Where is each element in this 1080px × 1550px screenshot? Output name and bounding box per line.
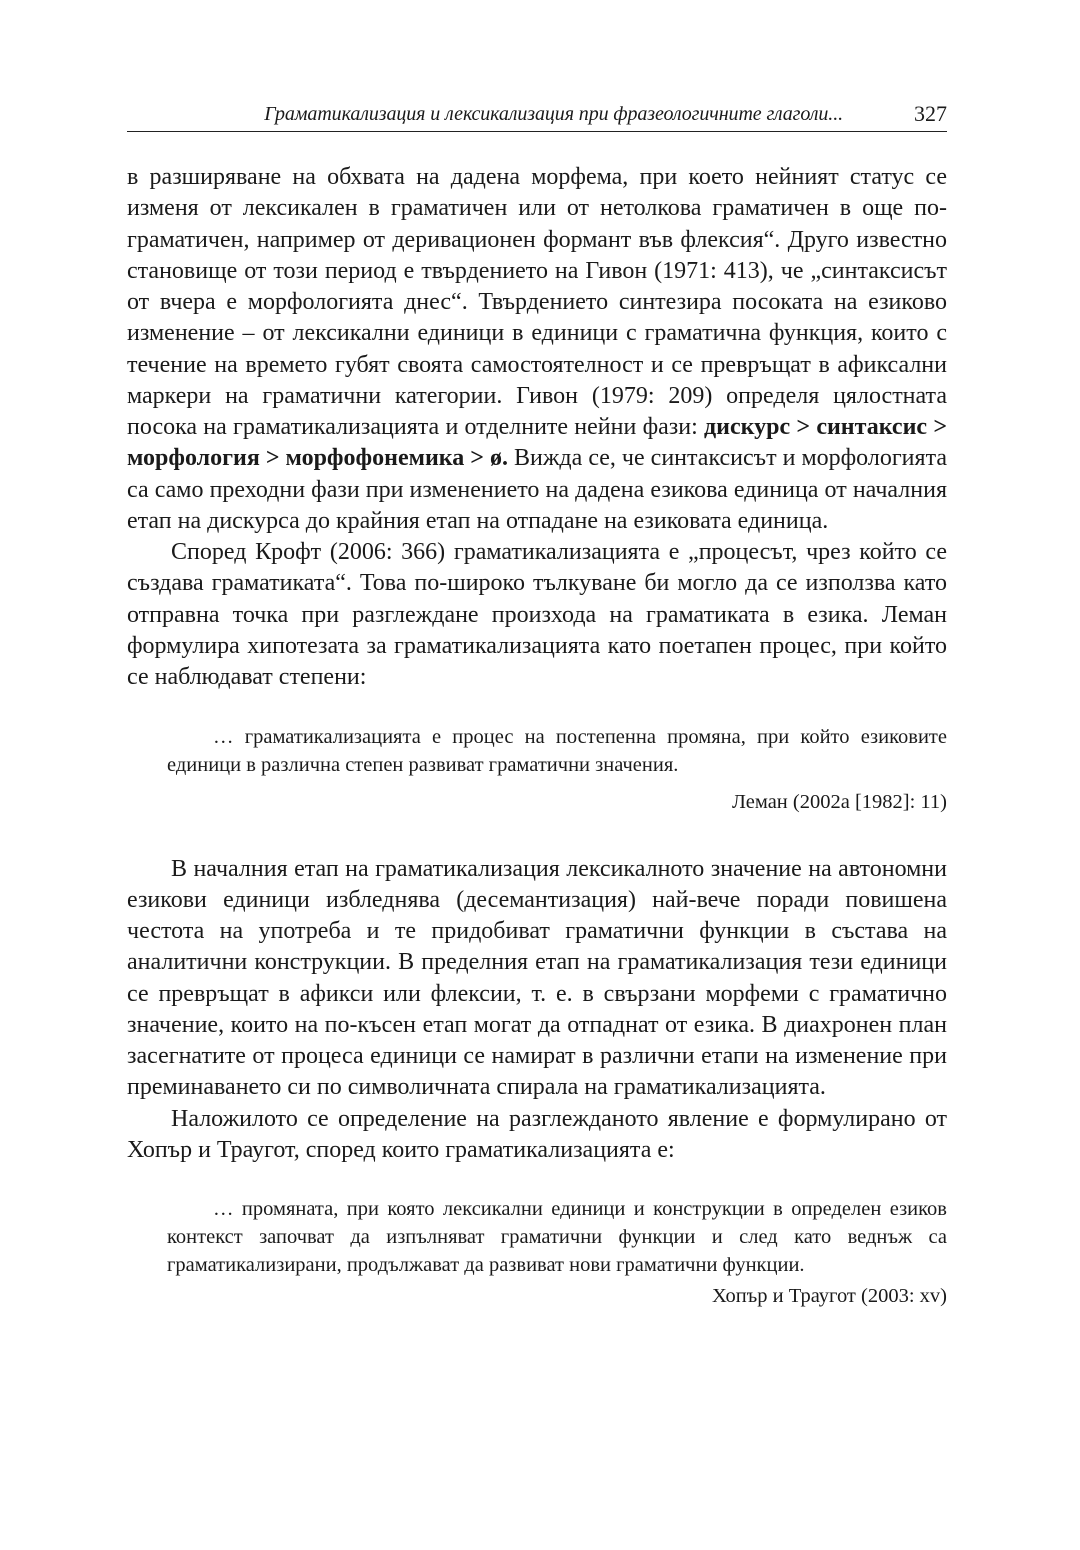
grammaticalization-chain: дискурс > синтаксис > морфология > морфофонемика > ø.	[127, 414, 947, 472]
paragraph-2: Според Крофт (2006: 366) граматикализацията е „процесът, чрез който се създава граматиката“. Това по-широко тълкуване би могло да се използва като отправна точка при разглеждане произхода на граматиката в езика. Леман формулира хипотезата за граматикализацията като поетапен процес, при който се наблюдават степени:	[127, 539, 947, 690]
block-quote-2	[167, 1196, 947, 1310]
running-header	[127, 98, 947, 132]
page-number: 327	[914, 101, 947, 126]
paragraph-4: Наложилото се определение на разглежданото явление е формулирано от Хопър и Траугот, според които граматикализацията е:	[127, 1105, 947, 1163]
paragraph-1	[127, 162, 947, 537]
body-text	[127, 162, 947, 1310]
block-quote-2-attribution: Хопър и Траугот (2003: xv)	[711, 1285, 947, 1308]
paragraph-3: В началния етап на граматикализация лексикалното значение на автономни езикови единици избледнява (десемантизация) най-вече поради повишена честота на употреба и те придобиват граматични функции в състава на аналитични конструкции. В пределния етап на граматикализация тези единици се превръщат в афикси или флексии, т. е. в свързани морфеми с граматично значение, които на по-късен етап могат да отпаднат от езика. В диахронен план засегнатите от процеса единици се намират в различни етапи на изменение при преминаването си по символичната спирала на граматикализацията.	[127, 855, 947, 1101]
running-title: Граматикализация и лексикализация при фразеологичните глаголи...	[264, 103, 843, 125]
block-quote-2-text: … промяната, при която лексикални единици и конструкции в определен езиков контекст започват да изпълняват граматични функции и след като веднъж са граматикализирани, продължават да развиват нови граматични функции.	[167, 1198, 947, 1276]
paragraph-1-text-b: Вижда се, че синтаксисът и морфологията са само преходни фази при изменението на дадена езикова единица от началния етап на дискурса до крайния етап на отпадане на езиковата единица.	[127, 445, 947, 534]
paragraph-1-text-a: в разширяване на обхвата на дадена морфема, при което нейният статус се изменя от лексикален в граматичен или от нетолкова граматичен в още по-граматичен, например от деривационен формант във флексия“. Друго известно становище от този период е твърдението на Гивон (1971: 413), че „синтаксисът от вчера е морфологията днес“. Твърдението синтезира посоката на езиково изменение – от лексикални единици в единици с граматична функция, които с течение на времето губят своята самостоятелност и се превръщат в афиксални маркери на граматични категории. Гивон (1979: 209) определя цялостната посока на граматикализацията и отделните нейни фази:	[127, 164, 947, 440]
block-quote-1	[167, 724, 947, 815]
block-quote-1-attribution: Леман (2002а [1982]: 11)	[732, 790, 947, 813]
block-quote-1-text: … граматикализацията е процес на постепенна промяна, при който езиковите единици в различна степен развиват граматични значения.	[167, 726, 947, 776]
